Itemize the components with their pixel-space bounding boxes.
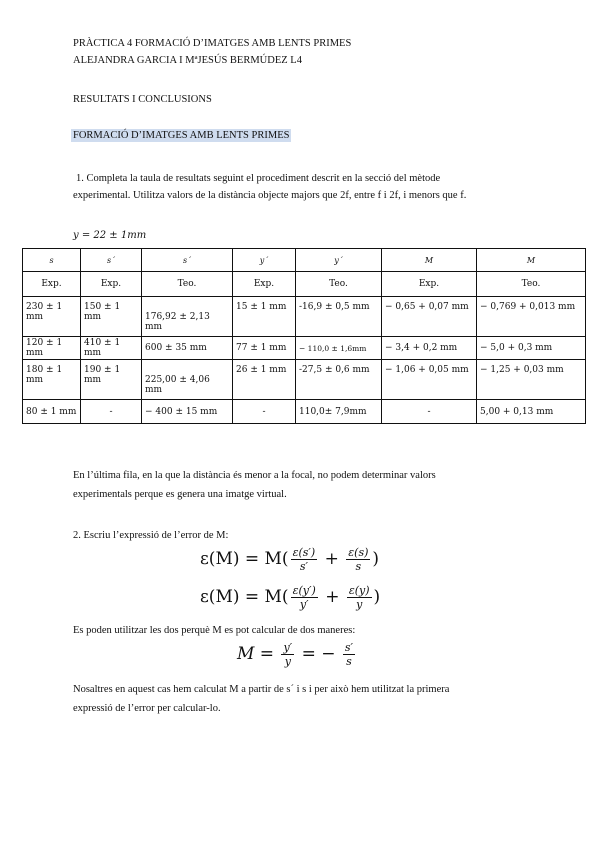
table-cell: 15 ± 1 mm [233, 297, 296, 337]
table-cell: 230 ± 1 mm [23, 297, 81, 337]
table-cell: − 400 ± 15 mm [142, 400, 233, 424]
table-cell: − 5,0 + 0,3 mm [477, 337, 586, 360]
subheader-cell: Exp. [23, 272, 81, 297]
table-cell: − 0,65 + 0,07 mm [382, 297, 477, 337]
error-equation-1 [200, 546, 379, 573]
table-row [23, 360, 586, 400]
table-cell: 5,00 + 0,13 mm [477, 400, 586, 424]
table-cell: - [81, 400, 142, 424]
both-methods-text: Es poden utilitzar les dos perquè M es pot calcular de dos maneres: [73, 625, 356, 636]
table-row [23, 400, 586, 424]
table-row [23, 337, 586, 360]
table-cell: -27,5 ± 0,6 mm [296, 360, 382, 400]
y-value: y = 22 ± 1mm [73, 230, 147, 241]
table-cell: − 1,06 + 0,05 mm [382, 360, 477, 400]
question-2: 2. Escriu l’expressió de l’error de M: [73, 530, 229, 541]
table-cell: 26 ± 1 mm [233, 360, 296, 400]
subheader-cell: Teo. [296, 272, 382, 297]
table-cell: 225,00 ± 4,06 mm [142, 360, 233, 400]
note-line-2: experimentals perque es genera una imatge virtual. [73, 489, 287, 500]
table-cell: 180 ± 1 mm [23, 360, 81, 400]
table-cell: 190 ± 1 mm [81, 360, 142, 400]
table-header-row [23, 249, 586, 272]
table-row [23, 297, 586, 337]
subheader-cell: Exp. [233, 272, 296, 297]
subheader-cell: Exp. [382, 272, 477, 297]
denominator: y′ [299, 598, 309, 611]
table-cell: − 3,4 + 0,2 mm [382, 337, 477, 360]
magnification-equation [237, 641, 357, 668]
conclusion-line-2: expressió de l’error per calcular-lo. [73, 703, 221, 714]
section-title: RESULTATS I CONCLUSIONS [73, 94, 212, 105]
denominator: s [355, 560, 362, 573]
question-1-line-1: 1. Completa la taula de resultats seguint el procediment descrit en la secció del mètode [76, 173, 441, 184]
table-subheader-row [23, 272, 586, 297]
header-cell: y´ [296, 249, 382, 272]
fraction [281, 641, 294, 668]
table-cell: − 0,769 + 0,013 mm [477, 297, 586, 337]
fraction [291, 584, 318, 611]
table-cell: 176,92 ± 2,13 mm [142, 297, 233, 337]
equals-minus: = − [301, 644, 336, 664]
conclusion-line-1: Nosaltres en aquest cas hem calculat M a partir de s´ i s i per això hem utilitzat la primera [73, 684, 450, 695]
table-cell: − 110,0 ± 1,6mm [296, 337, 382, 360]
plus-sign: + [324, 549, 339, 569]
numerator: ε(s′) [292, 546, 316, 559]
header-cell: M [382, 249, 477, 272]
table-cell: − 1,25 + 0,03 mm [477, 360, 586, 400]
table-cell: - [382, 400, 477, 424]
error-equation-2 [200, 584, 380, 611]
equation-lhs: ε(M) = M( [200, 549, 289, 569]
table-cell: 410 ± 1 mm [81, 337, 142, 360]
table-cell: - [233, 400, 296, 424]
header-cell: M [477, 249, 586, 272]
fraction [291, 546, 318, 573]
subheader-cell: Teo. [477, 272, 586, 297]
header-cell: y´ [233, 249, 296, 272]
fraction [347, 584, 372, 611]
numerator: s′ [344, 641, 354, 654]
numerator: ε(s) [348, 546, 369, 559]
header-line-1: PRÀCTICA 4 FORMACIÓ D’IMATGES AMB LENTS PRIMES [73, 38, 352, 49]
numerator: y′ [283, 641, 293, 654]
question-1-line-2: experimental. Utilitza valors de la distància objecte majors que 2f, entre f i 2f, i menors que f. [73, 190, 467, 201]
fraction [346, 546, 370, 573]
equation-lhs: M = [237, 644, 275, 664]
header-line-2: ALEJANDRA GARCIA I MªJESÚS BERMÚDEZ L4 [73, 55, 302, 66]
header-cell: s´ [142, 249, 233, 272]
subheader-cell: Teo. [142, 272, 233, 297]
subheader-cell: Exp. [81, 272, 142, 297]
denominator: y [356, 598, 363, 611]
header-cell: s [23, 249, 81, 272]
close-paren: ) [373, 587, 381, 607]
close-paren: ) [372, 549, 380, 569]
fraction [343, 641, 355, 668]
denominator: y [284, 655, 291, 668]
header-cell: s´ [81, 249, 142, 272]
highlighted-title-text: FORMACIÓ D’IMATGES AMB LENTS PRIMES [73, 130, 290, 141]
equation-lhs: ε(M) = M( [200, 587, 289, 607]
table-cell: 120 ± 1 mm [23, 337, 81, 360]
numerator: ε(y) [348, 584, 370, 597]
denominator: s′ [299, 560, 308, 573]
highlighted-title [71, 130, 291, 142]
table-cell: -16,9 ± 0,5 mm [296, 297, 382, 337]
numerator: ε(y′) [292, 584, 316, 597]
table-cell: 600 ± 35 mm [142, 337, 233, 360]
table-cell: 80 ± 1 mm [23, 400, 81, 424]
table-cell: 77 ± 1 mm [233, 337, 296, 360]
denominator: s [346, 655, 352, 668]
table-cell: 150 ± 1 mm [81, 297, 142, 337]
note-line-1: En l’última fila, en la que la distància és menor a la focal, no podem determinar valors [73, 470, 436, 481]
plus-sign: + [325, 587, 340, 607]
table-cell: 110,0± 7,9mm [296, 400, 382, 424]
results-table [22, 248, 586, 424]
